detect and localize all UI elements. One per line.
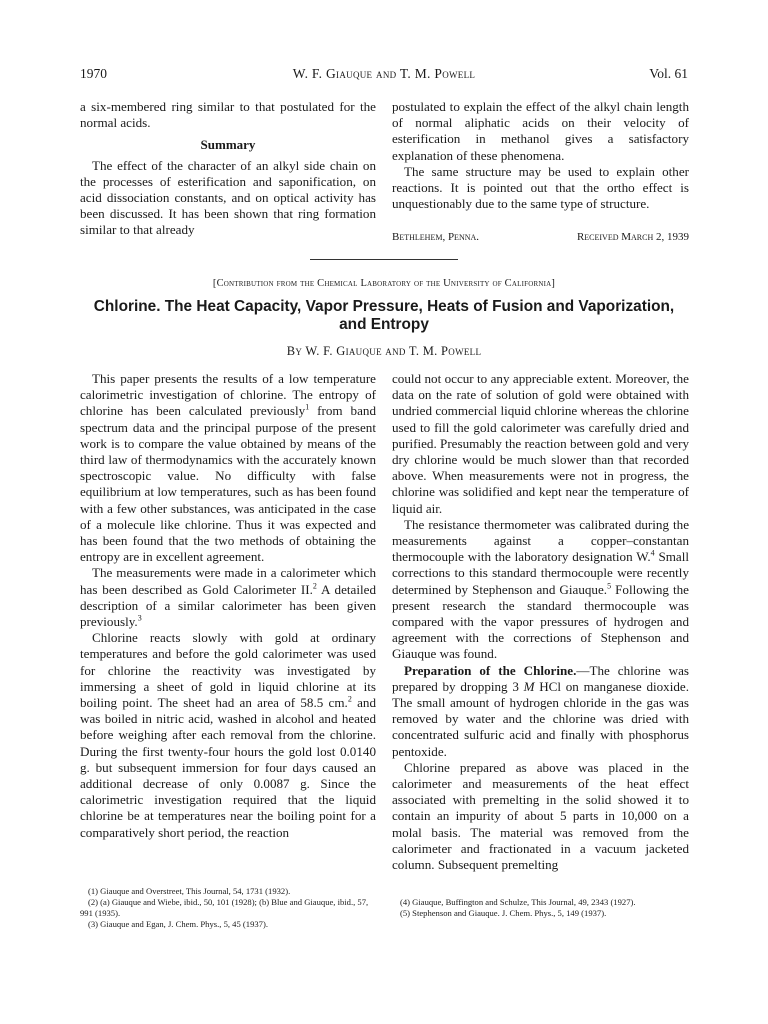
page-number: 1970 xyxy=(80,66,107,81)
text-run: and was boiled in nitric acid, washed in alcohol and heated before weighing after each removal from the chlorine. During the first twenty-four hours the gold lost 0.0140 g. but subsequent immersion for four days caused an additional decrease of only 0.0087 g. Since the calorimetric investigation required that the liquid chlorine be at temperatures near the boiling point for a comparatively short period, the reaction xyxy=(80,695,376,840)
footnote: (3) Giauque and Egan, J. Chem. Phys., 5, 45 (1937). xyxy=(88,919,268,929)
text-run: HCl on manganese dioxide. The small amount of hydrogen chloride in the gas was removed by water and the chlorine was dried with concentrated sulfuric acid and finally with phosphorus pentoxide. xyxy=(392,678,689,759)
footnote-ref: 5 xyxy=(607,581,612,591)
text-run: from band spectrum data and the principal purpose of the present work is to compare the value obtained by means of the third law of thermodynamics with the accurately known spectroscopic value. No difficulty with false equilibrium at low temperatures, such as has been found with a few other substances, was anticipated in the case of a molecule like chlorine. Thus it was expected and has been found that the two methods of obtaining the entropy are in excellent agreement. xyxy=(80,403,376,565)
footnote: (5) Stephenson and Giauque. J. Chem. Phys., 5, 149 (1937). xyxy=(400,908,607,918)
prev-article-right-column xyxy=(392,99,689,212)
title-line-1: Chlorine. The Heat Capacity, Vapor Pressure, Heats of Fusion and Vaporization, xyxy=(93,298,675,315)
body-left-column xyxy=(80,371,376,841)
section-heading: Preparation of the Chlorine. xyxy=(404,662,577,678)
footnote-ref: 4 xyxy=(650,548,655,558)
text-run: A detailed description of a similar calorimeter has been given previously. xyxy=(80,581,377,630)
text-run: The resistance thermometer was calibrated during the measurements against a copper–constantan thermocouple with the laboratory designation W. xyxy=(392,516,689,565)
running-head-authors: W. F. Giauque and T. M. Powell xyxy=(292,66,476,81)
summary-paragraph: The effect of the character of an alkyl side chain on the processes of esterification and saponification, on acid dissociation constants, and on optical activity has been discussed. It has been shown that ring formation similar to that already xyxy=(80,157,376,238)
prev-article-left-column xyxy=(80,99,376,239)
footnote: (1) Giauque and Overstreet, This Journal, 54, 1731 (1932). xyxy=(88,886,291,896)
superscript: 2 xyxy=(347,694,352,704)
title-line-2: and Entropy xyxy=(339,316,429,333)
body-paragraph xyxy=(392,517,689,663)
footnote-ref: 1 xyxy=(305,403,310,413)
text-run: Chlorine reacts slowly with gold at ordinary temperatures and before the gold calorimeter was used for chlorine the reactivity was investigated by immersing a sheet of gold in liquid chlorine at its boiling point. The sheet had an area of 58.5 cm. xyxy=(80,630,376,711)
footnotes-left xyxy=(80,886,376,930)
body-paragraph xyxy=(80,565,376,630)
text-run: Small corrections to this standard thermocouple were recently determined by Stephenson and Giauque. xyxy=(392,549,690,597)
article-title xyxy=(76,298,692,334)
footnote-ref: 3 xyxy=(137,613,142,623)
body-paragraph xyxy=(80,630,376,841)
footnotes-right xyxy=(392,897,689,919)
footnote: (2) (a) Giauque and Wiebe, ibid., 50, 101 (1928); (b) Blue and Giauque, ibid., 57, 991 (1935). xyxy=(80,897,369,918)
byline: By W. F. Giauque and T. M. Powell xyxy=(286,344,482,358)
body-paragraph xyxy=(80,371,376,565)
text-run: M xyxy=(523,678,535,694)
author-address: Bethlehem, Penna. xyxy=(392,231,480,243)
running-head xyxy=(80,66,688,86)
received-date: Received March 2, 1939 xyxy=(576,231,689,243)
footnote: (4) Giauque, Buffington and Schulze, This Journal, 49, 2343 (1927). xyxy=(400,897,636,907)
body-paragraph: Chlorine prepared as above was placed in the calorimeter and measurements of the heat effect associated with premelting in the solid showed it to contain an impurity of about 5 parts in 10,000 on a molal basis. The material was removed from the calorimeter and fractionated in a vacuum jacketed column. Subsequent premelting xyxy=(392,759,689,873)
summary-paragraph-2: The same structure may be used to explain other reactions. It is pointed out that the ortho effect is unquestionably due to the same type of structure. xyxy=(392,163,689,212)
text-run: Following the present research the standard thermocouple was compared with the vapor pressures of hydrogen and agreement with the corrections of Stephenson and Giauque was found. xyxy=(392,581,689,662)
text-run: —The chlorine was prepared by dropping 3 xyxy=(392,662,689,694)
prev-article-text: a six-membered ring similar to that postulated for the normal acids. xyxy=(80,99,376,131)
volume-number: Vol. 61 xyxy=(649,66,688,81)
body-paragraph xyxy=(392,663,689,760)
footnote-ref: 2 xyxy=(312,581,317,591)
body-paragraph: could not occur to any appreciable extent. Moreover, the data on the rate of solution of gold were obtained with undried commercial liquid chlorine whereas the chlorine used to fill the gold calorimeter was carefully dried and purified. Presumably the reaction between gold and very dry chlorine would be much slower than that recorded above. When measurements were not in progress, the chlorine was solidified and kept near the temperature of liquid air. xyxy=(392,371,689,516)
summary-heading: Summary xyxy=(200,137,256,153)
text-run: The measurements were made in a calorimeter which has been described as Gold Calorimeter II. xyxy=(80,565,376,597)
summary-continuation: postulated to explain the effect of the alkyl chain length of normal aliphatic acids on their velocity of esterification in methanol gives a satisfactory explanation of these phenomena. xyxy=(392,99,689,163)
body-right-column xyxy=(392,371,689,873)
text-run: This paper presents the results of a low temperature calorimetric investigation of chlorine. The entropy of chlorine has been calculated previously xyxy=(80,371,376,419)
article-separator xyxy=(310,259,458,260)
contribution-line: [Contribution from the Chemical Laboratory of the University of California] xyxy=(212,278,556,289)
